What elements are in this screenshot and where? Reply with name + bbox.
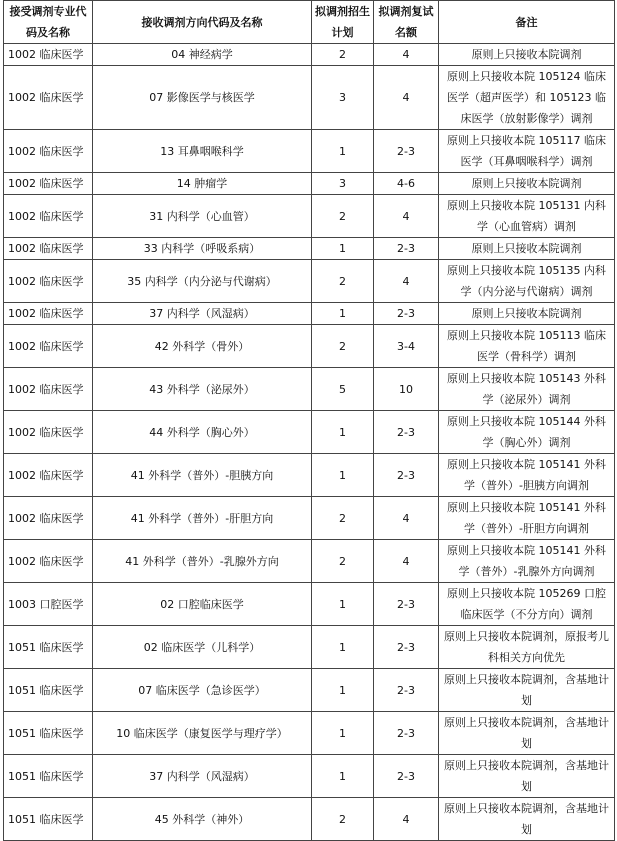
cell-note: 原则上只接收本院调剂，含基地计划 — [439, 712, 615, 755]
cell-note: 原则上只接收本院调剂 — [439, 303, 615, 325]
cell-direction: 37 内科学（风湿病） — [93, 755, 312, 798]
header-retest: 拟调剂复试名额 — [374, 1, 439, 44]
cell-major: 1002 临床医学 — [4, 130, 93, 173]
cell-retest: 2-3 — [374, 454, 439, 497]
cell-note: 原则上只接收本院调剂，含基地计划 — [439, 669, 615, 712]
cell-plan: 2 — [312, 497, 374, 540]
cell-plan: 1 — [312, 755, 374, 798]
cell-plan: 3 — [312, 66, 374, 130]
table-row — [4, 325, 615, 368]
cell-retest: 2-3 — [374, 583, 439, 626]
cell-major: 1051 临床医学 — [4, 798, 93, 841]
cell-plan: 1 — [312, 454, 374, 497]
cell-note: 原则上只接收本院 105144 外科学（胸心外）调剂 — [439, 411, 615, 454]
table-row — [4, 626, 615, 669]
table-row — [4, 798, 615, 841]
cell-direction: 45 外科学（神外） — [93, 798, 312, 841]
cell-retest: 3-4 — [374, 325, 439, 368]
cell-note: 原则上只接收本院 105143 外科学（泌尿外）调剂 — [439, 368, 615, 411]
table-row — [4, 44, 615, 66]
cell-major: 1051 临床医学 — [4, 712, 93, 755]
header-plan: 拟调剂招生计划 — [312, 1, 374, 44]
cell-direction: 02 临床医学（儿科学） — [93, 626, 312, 669]
cell-retest: 2-3 — [374, 130, 439, 173]
cell-major: 1051 临床医学 — [4, 669, 93, 712]
table-row — [4, 411, 615, 454]
cell-note: 原则上只接收本院 105141 外科学（普外）-乳腺外方向调剂 — [439, 540, 615, 583]
table-row — [4, 755, 615, 798]
cell-retest: 4 — [374, 195, 439, 238]
cell-retest: 4 — [374, 66, 439, 130]
cell-note: 原则上只接收本院调剂 — [439, 44, 615, 66]
cell-plan: 2 — [312, 195, 374, 238]
cell-direction: 35 内科学（内分泌与代谢病） — [93, 260, 312, 303]
cell-note: 原则上只接收本院 105269 口腔临床医学（不分方向）调剂 — [439, 583, 615, 626]
cell-direction: 43 外科学（泌尿外） — [93, 368, 312, 411]
table-row — [4, 540, 615, 583]
cell-major: 1002 临床医学 — [4, 260, 93, 303]
cell-plan: 1 — [312, 303, 374, 325]
cell-direction: 41 外科学（普外）-乳腺外方向 — [93, 540, 312, 583]
cell-plan: 1 — [312, 626, 374, 669]
cell-plan: 1 — [312, 669, 374, 712]
cell-major: 1002 临床医学 — [4, 325, 93, 368]
cell-plan: 2 — [312, 540, 374, 583]
cell-note: 原则上只接收本院 105141 外科学（普外）-肝胆方向调剂 — [439, 497, 615, 540]
cell-retest: 2-3 — [374, 303, 439, 325]
header-major: 接受调剂专业代码及名称 — [4, 1, 93, 44]
cell-note: 原则上只接收本院调剂，原报考儿科相关方向优先 — [439, 626, 615, 669]
cell-note: 原则上只接收本院 105117 临床医学（耳鼻咽喉科学）调剂 — [439, 130, 615, 173]
adjustment-table — [3, 0, 615, 841]
cell-plan: 5 — [312, 368, 374, 411]
cell-retest: 10 — [374, 368, 439, 411]
cell-note: 原则上只接收本院调剂 — [439, 238, 615, 260]
cell-direction: 31 内科学（心血管） — [93, 195, 312, 238]
table-row — [4, 303, 615, 325]
cell-plan: 1 — [312, 130, 374, 173]
cell-retest: 4 — [374, 44, 439, 66]
cell-direction: 42 外科学（骨外） — [93, 325, 312, 368]
table-header-row — [4, 1, 615, 44]
table-row — [4, 238, 615, 260]
table-row — [4, 195, 615, 238]
cell-direction: 41 外科学（普外）-胆胰方向 — [93, 454, 312, 497]
table-row — [4, 454, 615, 497]
cell-retest: 4 — [374, 497, 439, 540]
table-row — [4, 173, 615, 195]
cell-retest: 4 — [374, 540, 439, 583]
cell-plan: 2 — [312, 798, 374, 841]
cell-direction: 37 内科学（风湿病） — [93, 303, 312, 325]
cell-note: 原则上只接收本院 105113 临床医学（骨科学）调剂 — [439, 325, 615, 368]
table-row — [4, 583, 615, 626]
cell-major: 1003 口腔医学 — [4, 583, 93, 626]
cell-major: 1002 临床医学 — [4, 238, 93, 260]
cell-retest: 2-3 — [374, 626, 439, 669]
cell-plan: 2 — [312, 260, 374, 303]
cell-plan: 1 — [312, 411, 374, 454]
header-direction: 接收调剂方向代码及名称 — [93, 1, 312, 44]
cell-plan: 1 — [312, 583, 374, 626]
cell-retest: 4-6 — [374, 173, 439, 195]
cell-note: 原则上只接收本院 105131 内科学（心血管病）调剂 — [439, 195, 615, 238]
cell-major: 1051 临床医学 — [4, 626, 93, 669]
cell-direction: 04 神经病学 — [93, 44, 312, 66]
table-row — [4, 712, 615, 755]
cell-major: 1002 临床医学 — [4, 44, 93, 66]
cell-note: 原则上只接收本院调剂，含基地计划 — [439, 798, 615, 841]
cell-direction: 33 内科学（呼吸系病） — [93, 238, 312, 260]
cell-plan: 3 — [312, 173, 374, 195]
cell-major: 1002 临床医学 — [4, 66, 93, 130]
table-row — [4, 260, 615, 303]
cell-direction: 07 临床医学（急诊医学） — [93, 669, 312, 712]
cell-note: 原则上只接收本院 105135 内科学（内分泌与代谢病）调剂 — [439, 260, 615, 303]
cell-major: 1002 临床医学 — [4, 540, 93, 583]
cell-retest: 2-3 — [374, 669, 439, 712]
cell-direction: 44 外科学（胸心外） — [93, 411, 312, 454]
table-row — [4, 497, 615, 540]
cell-retest: 2-3 — [374, 712, 439, 755]
cell-plan: 1 — [312, 712, 374, 755]
table-row — [4, 669, 615, 712]
cell-major: 1002 临床医学 — [4, 454, 93, 497]
cell-retest: 4 — [374, 260, 439, 303]
cell-major: 1002 临床医学 — [4, 368, 93, 411]
cell-retest: 2-3 — [374, 411, 439, 454]
cell-plan: 2 — [312, 325, 374, 368]
cell-note: 原则上只接收本院调剂，含基地计划 — [439, 755, 615, 798]
cell-major: 1002 临床医学 — [4, 497, 93, 540]
cell-plan: 2 — [312, 44, 374, 66]
cell-major: 1051 临床医学 — [4, 755, 93, 798]
cell-direction: 41 外科学（普外）-肝胆方向 — [93, 497, 312, 540]
cell-retest: 4 — [374, 798, 439, 841]
cell-major: 1002 临床医学 — [4, 173, 93, 195]
table-row — [4, 66, 615, 130]
cell-direction: 14 肿瘤学 — [93, 173, 312, 195]
cell-note: 原则上只接收本院 105124 临床医学（超声医学）和 105123 临床医学（放射影像学）调剂 — [439, 66, 615, 130]
cell-major: 1002 临床医学 — [4, 303, 93, 325]
cell-plan: 1 — [312, 238, 374, 260]
cell-retest: 2-3 — [374, 755, 439, 798]
cell-major: 1002 临床医学 — [4, 195, 93, 238]
cell-direction: 13 耳鼻咽喉科学 — [93, 130, 312, 173]
header-note: 备注 — [439, 1, 615, 44]
cell-retest: 2-3 — [374, 238, 439, 260]
cell-direction: 10 临床医学（康复医学与理疗学） — [93, 712, 312, 755]
cell-direction: 07 影像医学与核医学 — [93, 66, 312, 130]
cell-direction: 02 口腔临床医学 — [93, 583, 312, 626]
cell-note: 原则上只接收本院调剂 — [439, 173, 615, 195]
cell-note: 原则上只接收本院 105141 外科学（普外）-胆胰方向调剂 — [439, 454, 615, 497]
cell-major: 1002 临床医学 — [4, 411, 93, 454]
table-row — [4, 130, 615, 173]
table-row — [4, 368, 615, 411]
